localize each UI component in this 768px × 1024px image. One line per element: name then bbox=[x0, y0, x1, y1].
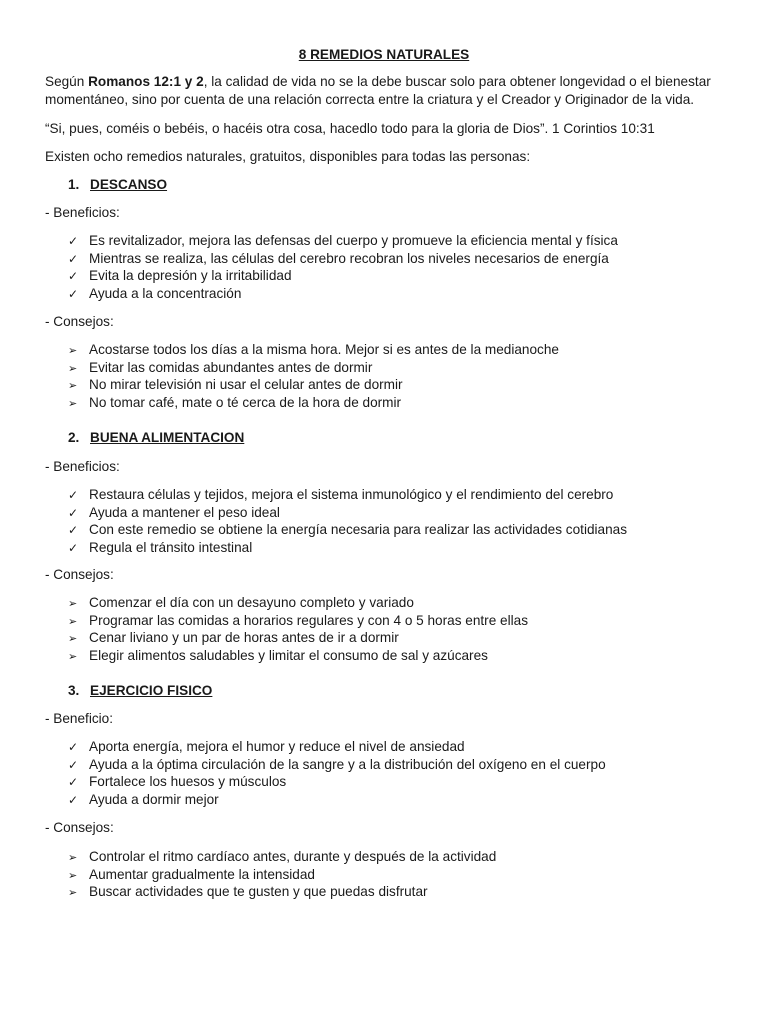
intro-text: , la calidad de vida no se la debe buscar solo para obtener longevidad o el bienestar momentáneo, sino por cuenta de una relación correcta entre la criatura y el Creador y Originador de la vida. bbox=[45, 74, 711, 107]
arrow-bullet-icon: ➢ bbox=[68, 380, 78, 393]
list-item bbox=[68, 232, 618, 250]
list-item bbox=[68, 791, 606, 809]
section-name: EJERCICIO FISICO bbox=[90, 683, 213, 698]
list-item bbox=[68, 376, 559, 394]
intro-paragraph bbox=[45, 73, 735, 108]
list-item bbox=[68, 647, 528, 665]
tips-label: - Consejos: bbox=[45, 314, 114, 329]
check-icon: ✓ bbox=[68, 286, 79, 301]
list-item-text: Regula el tránsito intestinal bbox=[89, 539, 253, 555]
list-item-text: Restaura células y tejidos, mejora el sistema inmunológico y el rendimiento del cerebro bbox=[89, 487, 614, 502]
document-title: 8 REMEDIOS NATURALES bbox=[298, 47, 470, 62]
list-item-text: Evitar las comidas abundantes antes de dormir bbox=[89, 359, 373, 375]
arrow-bullet-icon: ➢ bbox=[68, 869, 78, 882]
benefits-label: - Beneficios: bbox=[45, 459, 120, 474]
list-item-text: Mientras se realiza, las células del cerebro recobran los niveles necesarios de energía bbox=[89, 250, 609, 266]
section-heading-ejercicio-fisico bbox=[68, 682, 212, 700]
list-item-text: Comenzar el día con un desayuno completo y variado bbox=[89, 595, 414, 610]
list-item-text: Ayuda a dormir mejor bbox=[89, 791, 219, 807]
benefits-label: - Beneficio: bbox=[45, 711, 114, 726]
list-item bbox=[68, 504, 627, 522]
list-item bbox=[68, 756, 606, 774]
list-item bbox=[68, 594, 528, 612]
list-item bbox=[68, 883, 496, 901]
list-item bbox=[68, 866, 496, 884]
list-item bbox=[68, 359, 559, 377]
benefits-list bbox=[68, 486, 627, 556]
list-item bbox=[68, 612, 528, 630]
check-icon: ✓ bbox=[68, 251, 79, 266]
list-item-text: Es revitalizador, mejora las defensas del cuerpo y promueve la eficiencia mental y física bbox=[89, 233, 618, 248]
list-item-text: Ayuda a la concentración bbox=[89, 285, 242, 301]
list-item-text: Elegir alimentos saludables y limitar el consumo de sal y azúcares bbox=[89, 647, 488, 663]
check-icon: ✓ bbox=[68, 740, 79, 754]
bible-quote: “Si, pues, coméis o bebéis, o hacéis otra cosa, hacedlo todo para la gloria de Dios”. 1 Corintios 10:31 bbox=[45, 121, 655, 136]
benefits-list bbox=[68, 232, 618, 302]
list-item-text: Acostarse todos los días a la misma hora. Mejor si es antes de la medianoche bbox=[89, 342, 559, 357]
list-item bbox=[68, 629, 528, 647]
list-item-text: No tomar café, mate o té cerca de la hora de dormir bbox=[89, 394, 402, 410]
section-number: 1. bbox=[68, 177, 80, 192]
check-icon: ✓ bbox=[68, 269, 79, 284]
list-item-text: No mirar televisión ni usar el celular antes de dormir bbox=[89, 377, 403, 393]
list-item bbox=[68, 285, 618, 303]
remedies-intro: Existen ocho remedios naturales, gratuitos, disponibles para todas las personas: bbox=[45, 149, 531, 164]
section-heading-buena-alimentacion bbox=[68, 429, 244, 447]
tips-list bbox=[68, 341, 559, 411]
list-item-text: Aporta energía, mejora el humor y reduce el nivel de ansiedad bbox=[89, 739, 465, 754]
list-item bbox=[68, 738, 606, 756]
check-icon: ✓ bbox=[68, 775, 79, 790]
list-item bbox=[68, 848, 496, 866]
intro-prefix: Según bbox=[45, 74, 89, 89]
arrow-bullet-icon: ➢ bbox=[68, 345, 78, 357]
arrow-bullet-icon: ➢ bbox=[68, 650, 78, 663]
list-item bbox=[68, 267, 618, 285]
bible-reference: Romanos 12:1 y 2 bbox=[88, 74, 204, 89]
arrow-bullet-icon: ➢ bbox=[68, 633, 78, 646]
tips-label: - Consejos: bbox=[45, 567, 114, 582]
arrow-bullet-icon: ➢ bbox=[68, 598, 78, 610]
list-item bbox=[68, 486, 627, 504]
arrow-bullet-icon: ➢ bbox=[68, 852, 78, 864]
list-item-text: Fortalece los huesos y músculos bbox=[89, 774, 287, 790]
section-name: DESCANSO bbox=[90, 177, 168, 192]
check-icon: ✓ bbox=[68, 488, 79, 502]
list-item bbox=[68, 341, 559, 359]
list-item-text: Aumentar gradualmente la intensidad bbox=[89, 866, 315, 882]
tips-label: - Consejos: bbox=[45, 820, 114, 835]
section-name: BUENA ALIMENTACION bbox=[90, 430, 245, 445]
section-heading-descanso bbox=[68, 176, 167, 194]
list-item-text: Ayuda a la óptima circulación de la sangre y a la distribución del oxígeno en el cuerpo bbox=[89, 756, 606, 772]
list-item bbox=[68, 394, 559, 412]
check-icon: ✓ bbox=[68, 234, 79, 248]
benefits-list bbox=[68, 738, 606, 808]
list-item-text: Controlar el ritmo cardíaco antes, durante y después de la actividad bbox=[89, 849, 497, 864]
arrow-bullet-icon: ➢ bbox=[68, 397, 78, 410]
list-item-text: Con este remedio se obtiene la energía necesaria para realizar las actividades cotidianas bbox=[89, 522, 628, 538]
list-item-text: Ayuda a mantener el peso ideal bbox=[89, 504, 280, 520]
benefits-label: - Beneficios: bbox=[45, 205, 120, 220]
list-item-text: Buscar actividades que te gusten y que puedas disfrutar bbox=[89, 884, 428, 900]
tips-list bbox=[68, 848, 496, 901]
arrow-bullet-icon: ➢ bbox=[68, 887, 78, 900]
check-icon: ✓ bbox=[68, 523, 79, 538]
list-item-text: Cenar liviano y un par de horas antes de ir a dormir bbox=[89, 630, 399, 646]
check-icon: ✓ bbox=[68, 505, 79, 520]
list-item bbox=[68, 773, 606, 791]
check-icon: ✓ bbox=[68, 757, 79, 772]
arrow-bullet-icon: ➢ bbox=[68, 362, 78, 375]
section-number: 3. bbox=[68, 683, 80, 698]
section-number: 2. bbox=[68, 430, 80, 445]
arrow-bullet-icon: ➢ bbox=[68, 615, 78, 628]
list-item-text: Programar las comidas a horarios regulares y con 4 o 5 horas entre ellas bbox=[89, 612, 528, 628]
tips-list bbox=[68, 594, 528, 664]
list-item bbox=[68, 539, 627, 557]
check-icon: ✓ bbox=[68, 792, 79, 807]
list-item-text: Evita la depresión y la irritabilidad bbox=[89, 268, 292, 284]
list-item bbox=[68, 250, 618, 268]
check-icon: ✓ bbox=[68, 540, 79, 555]
list-item bbox=[68, 521, 627, 539]
